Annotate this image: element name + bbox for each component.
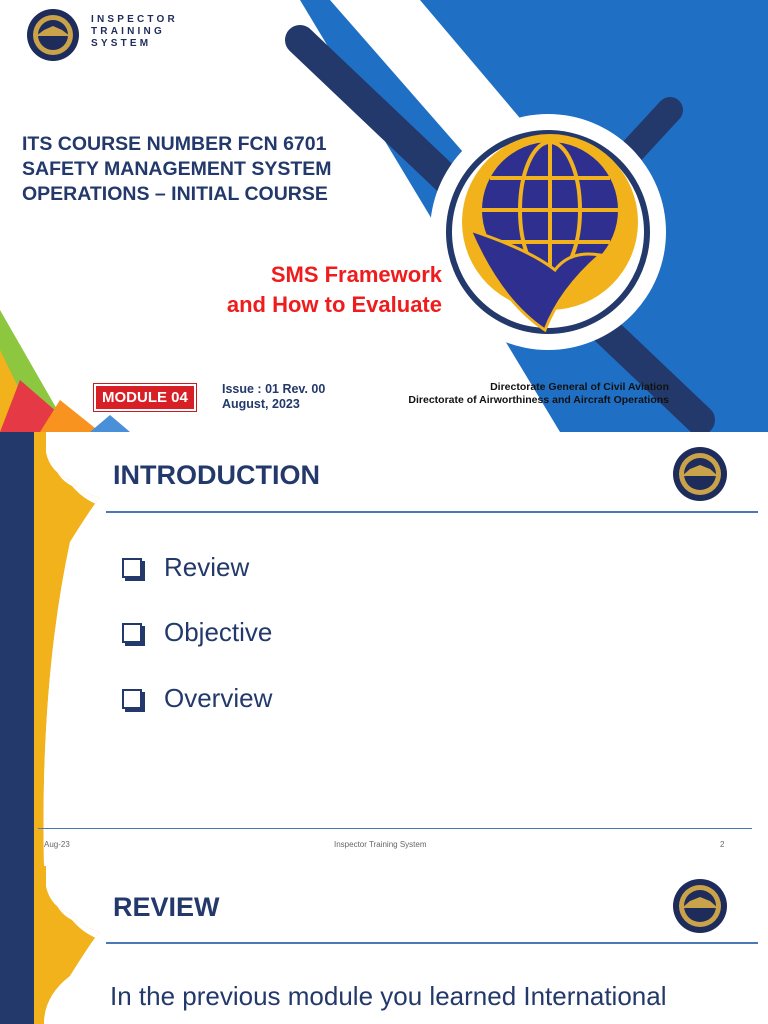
bullet-label: Overview [164, 683, 273, 713]
title-divider [106, 511, 758, 513]
title-slide-decoration [0, 0, 768, 432]
bullet-label: Review [164, 552, 250, 582]
footer-date: Aug-23 [44, 840, 70, 849]
dgca-seal-icon [672, 878, 728, 934]
review-body-text: In the previous module you learned International [110, 981, 667, 1011]
title-slide [0, 0, 768, 432]
module-subtitle [227, 260, 442, 320]
footer-page: 2 [720, 840, 725, 849]
title-divider [106, 942, 758, 944]
bullet-item-overview [122, 683, 272, 714]
bullet-label: Objective [164, 617, 273, 647]
checkbox-icon [122, 558, 142, 578]
module-badge: MODULE 04 [94, 384, 196, 411]
footer-center: Inspector Training System [334, 840, 427, 849]
directorate-line-1: Directorate General of Civil Aviation [490, 381, 669, 393]
brand-line-1: INSPECTOR [91, 14, 178, 25]
introduction-slide [0, 432, 768, 866]
subtitle-line-2: and How to Evaluate [226, 292, 442, 317]
bullet-item-review [122, 552, 249, 583]
directorate-line-2: Directorate of Airworthiness and Aircraft Operations [408, 394, 669, 406]
course-title [22, 132, 332, 207]
footer-divider [38, 828, 752, 829]
course-line-2: SAFETY MANAGEMENT SYSTEM [22, 158, 332, 180]
slide-title: REVIEW [113, 892, 220, 922]
issue-info [222, 382, 325, 412]
checkbox-icon [122, 689, 142, 709]
issue-date: August, 2023 [222, 397, 300, 411]
left-bird-decoration [0, 432, 110, 866]
bullet-item-objective [122, 617, 272, 648]
course-line-3: OPERATIONS – INITIAL COURSE [22, 183, 328, 205]
brand-line-3: SYSTEM [91, 38, 152, 49]
triangle-blue [90, 415, 130, 432]
issue-line: Issue : 01 Rev. 00 [222, 382, 326, 396]
course-line-1: ITS COURSE NUMBER FCN 6701 [22, 133, 327, 155]
left-bird-decoration [0, 866, 110, 1024]
brand-line-2: TRAINING [91, 26, 165, 37]
subtitle-line-1: SMS Framework [270, 262, 442, 287]
slide-title: INTRODUCTION [113, 460, 320, 490]
directorate-info [408, 381, 669, 407]
checkbox-icon [122, 623, 142, 643]
dgca-seal-icon [672, 446, 728, 502]
review-slide [0, 866, 768, 1024]
its-logo-icon [26, 8, 80, 62]
